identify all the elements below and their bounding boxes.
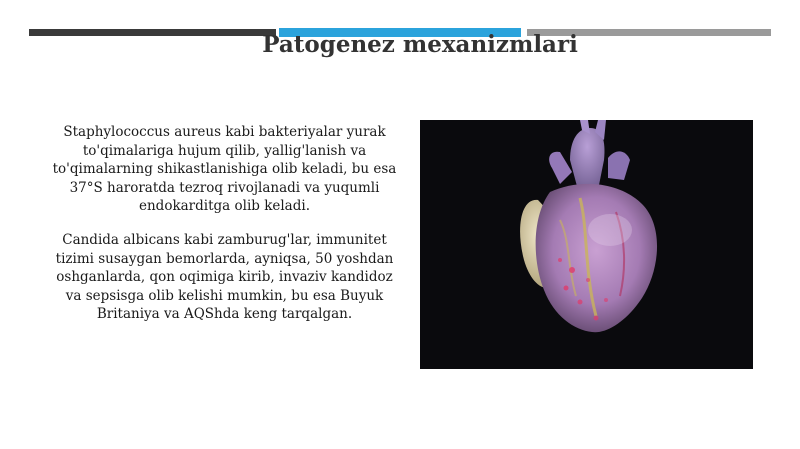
paragraph-fungi: Candida albicans kabi zamburug'lar, immunitet tizimi susaygan bemorlarda, ayniqsa, 50 yoshdan oshganlarda, qon oqimiga kirib, invaziv kandidoz va sepsisga olib kelishi mumkin, bu esa Buyuk Britaniya va AQShda keng tarqalgan. xyxy=(55,232,394,322)
paragraph-bacteria: Staphylococcus aureus kabi bakteriyalar yurak to'qimalariga hujum qilib, yallig'lanish va to'qimalarning shikastlanishiga olib keladi, bu esa 37°S haroratda tezroq rivojlanadi va yuqumli endokarditga olib keladi. xyxy=(52,124,397,214)
heart-image xyxy=(420,120,753,369)
heart-illustration xyxy=(420,120,753,369)
slide-title: Patogenez mexanizmlari xyxy=(262,31,578,58)
